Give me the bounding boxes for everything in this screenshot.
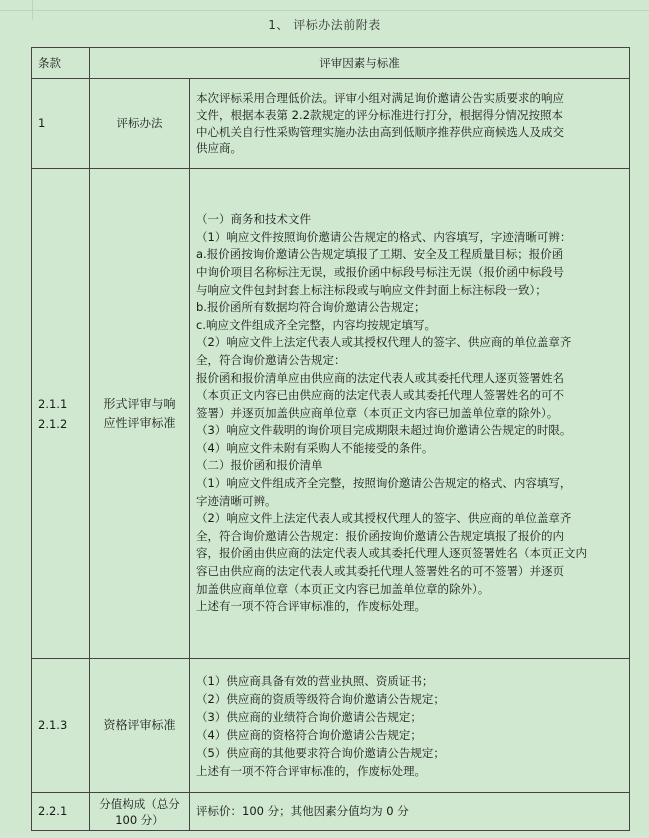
table-row: [32, 169, 630, 659]
table-header-row: [32, 48, 630, 79]
criteria-line: （本页正文内容已由供应商的法定代表人或其委托代理人签署姓名的可不: [196, 388, 564, 403]
item-name-cell: [90, 659, 190, 793]
clause-number-cell: [32, 793, 90, 831]
criteria-line: （2）供应商的资质等级符合询价邀请公告规定；: [196, 691, 445, 706]
criteria-line: 签署）并逐页加盖供应商单位章（本页正文内容已加盖单位章的除外）。: [196, 405, 559, 420]
criteria-line: 供应商。: [196, 141, 242, 156]
criteria-line: （1）响应文件按照询价邀请公告规定的格式、内容填写，字迹清晰可辨：: [196, 229, 572, 244]
clause-number: 2.1.1: [38, 396, 68, 411]
criteria-line: 加盖供应商单位章（本页正文内容已加盖单位章的除外）。: [196, 581, 490, 596]
criteria-line: 字迹清晰可辨。: [196, 493, 277, 508]
clause-number-cell: [32, 659, 90, 793]
document-title: 1、 评标办法前附表: [268, 18, 381, 32]
clause-number: 2.1.2: [38, 416, 68, 431]
item-name-cell: [90, 793, 190, 831]
item-name: 评标办法: [116, 116, 163, 131]
item-name-cell: [90, 79, 190, 169]
criteria-line: （1）响应文件组成齐全完整，按照询价邀请公告规定的格式、内容填写，: [196, 476, 572, 491]
criteria-line: 与响应文件包封封套上标注标段或与响应文件封面上标注标段一致）；: [196, 282, 547, 297]
table-row: [32, 793, 630, 831]
criteria-line: 中心机关自行性采购管理实施办法由高到低顺序推荐供应商候选人及成交: [196, 124, 564, 139]
item-name: 资格评审标准: [103, 718, 176, 733]
criteria-cell: [190, 793, 630, 831]
item-name: 应性评审标准: [103, 415, 176, 430]
criteria-line: 上述有一项不符合评审标准的，作废标处理。: [196, 599, 426, 614]
clause-number-cell: [32, 79, 90, 169]
criteria-line: 本次评标采用合理低价法。评审小组对满足询价邀请公告实质要求的响应: [196, 91, 564, 106]
criteria-line: 容已由供应商的法定代表人或其委托代理人签署姓名的可不签署）并逐页: [196, 564, 564, 579]
clause-number: 2.1.3: [38, 718, 68, 733]
criteria-line: （5）供应商的其他要求符合询价邀请公告规定；: [196, 745, 445, 760]
criteria-line: 评标价：100 分；其他因素分值均为 0 分: [196, 804, 409, 819]
criteria-line: 容，报价函由供应商的法定代表人或其委托代理人逐页签署姓名（本页正文内: [196, 546, 587, 561]
criteria-line: 报价函和报价清单应由供应商的法定代表人或其委托代理人逐页签署姓名: [196, 370, 564, 385]
criteria-cell: [190, 169, 630, 659]
criteria-line: （2）响应文件上法定代表人或其授权代理人的签字、供应商的单位盖章齐: [196, 511, 572, 526]
criteria-line: （1）供应商具备有效的营业执照、资质证书；: [196, 673, 434, 688]
criteria-line: b.报价函所有数据均符合询价邀请公告规定；: [196, 300, 426, 315]
clause-number: 2.2.1: [38, 804, 68, 819]
evaluation-method-table: [31, 47, 630, 831]
clause-number: 1: [38, 116, 46, 131]
header-factor-standard: 评审因素与标准: [90, 48, 630, 79]
header-clause: 条款: [32, 48, 90, 79]
criteria-line: 中询价项目名称标注无误，或报价函中标段号标注无误（报价函中标段号: [196, 264, 564, 279]
table-row: [32, 659, 630, 793]
criteria-cell: [190, 659, 630, 793]
criteria-line: （2）响应文件上法定代表人或其授权代理人的签字、供应商的单位盖章齐: [196, 335, 572, 350]
criteria-line: 全，符合询价邀请公告规定：: [196, 352, 346, 367]
criteria-line: a.报价函按询价邀请公告规定填报了工期、安全及工程质量目标；报价函: [196, 247, 564, 262]
criteria-line: （3）响应文件载明的询价项目完成期限未超过询价邀请公告规定的时限。: [196, 423, 572, 438]
criteria-line: c.响应文件组成齐全完整，内容均按规定填写。: [196, 317, 436, 332]
criteria-line: （4）响应文件未附有采购人不能接受的条件。: [196, 440, 434, 455]
sheet-gridline: [0, 10, 649, 11]
item-name: 形式评审与响: [103, 396, 176, 411]
criteria-line: （二）报价函和报价清单: [196, 458, 323, 473]
criteria-line: 上述有一项不符合评审标准的，作废标处理。: [196, 763, 426, 778]
item-name: 100 分）: [115, 812, 164, 827]
item-name: 分值构成（总分: [99, 796, 180, 811]
criteria-cell: [190, 79, 630, 169]
item-name-cell: [90, 169, 190, 659]
clause-number-cell: [32, 169, 90, 659]
criteria-line: （3）供应商的业绩符合询价邀请公告规定；: [196, 709, 422, 724]
criteria-line: 文件，根据本表第 2.2款规定的评分标准进行打分，根据得分情况按照本: [196, 107, 563, 122]
criteria-line: （一）商务和技术文件: [196, 212, 311, 227]
table-row: [32, 79, 630, 169]
criteria-line: （4）供应商的资格符合询价邀请公告规定；: [196, 727, 422, 742]
criteria-line: 全，符合询价邀请公告规定：报价函按询价邀请公告规定填报了报价的内: [196, 528, 564, 543]
